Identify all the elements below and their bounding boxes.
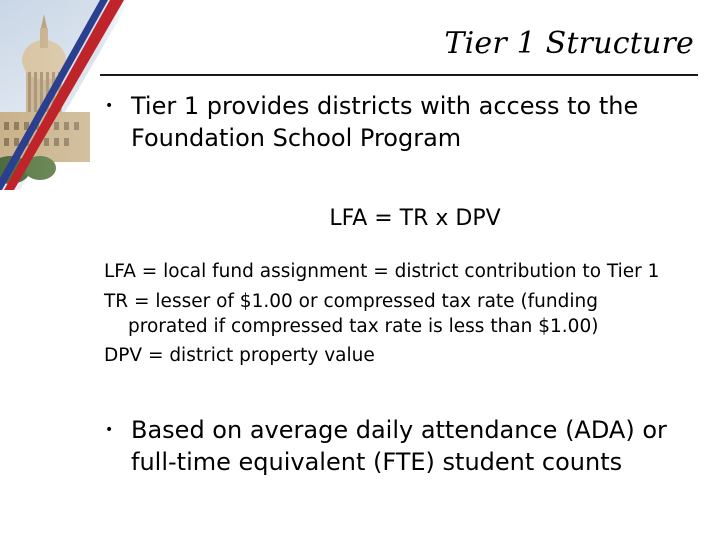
definition-dpv: DPV = district property value [104,345,375,366]
title-underline [100,74,698,76]
bullet-icon: • [105,422,114,438]
bullet-item [105,90,695,154]
formula: LFA = TR x DPV [329,206,501,231]
bullet-icon: • [105,98,114,114]
bullet-text: Tier 1 provides districts with access to the Foundation School Program [131,92,639,152]
definitions-block [104,258,704,372]
definition-lfa: LFA = local fund assignment = district contribution to Tier 1 [104,261,660,282]
slide-title: Tier 1 Structure [444,26,694,61]
definition-tr: TR = lesser of $1.00 or compressed tax rate (funding [104,291,598,312]
bullet-item [105,414,695,478]
definition-tr-continued: prorated if compressed tax rate is less than $1.00) [128,316,599,337]
bullet-text: Based on average daily attendance (ADA) or full-time equivalent (FTE) student counts [131,416,667,476]
